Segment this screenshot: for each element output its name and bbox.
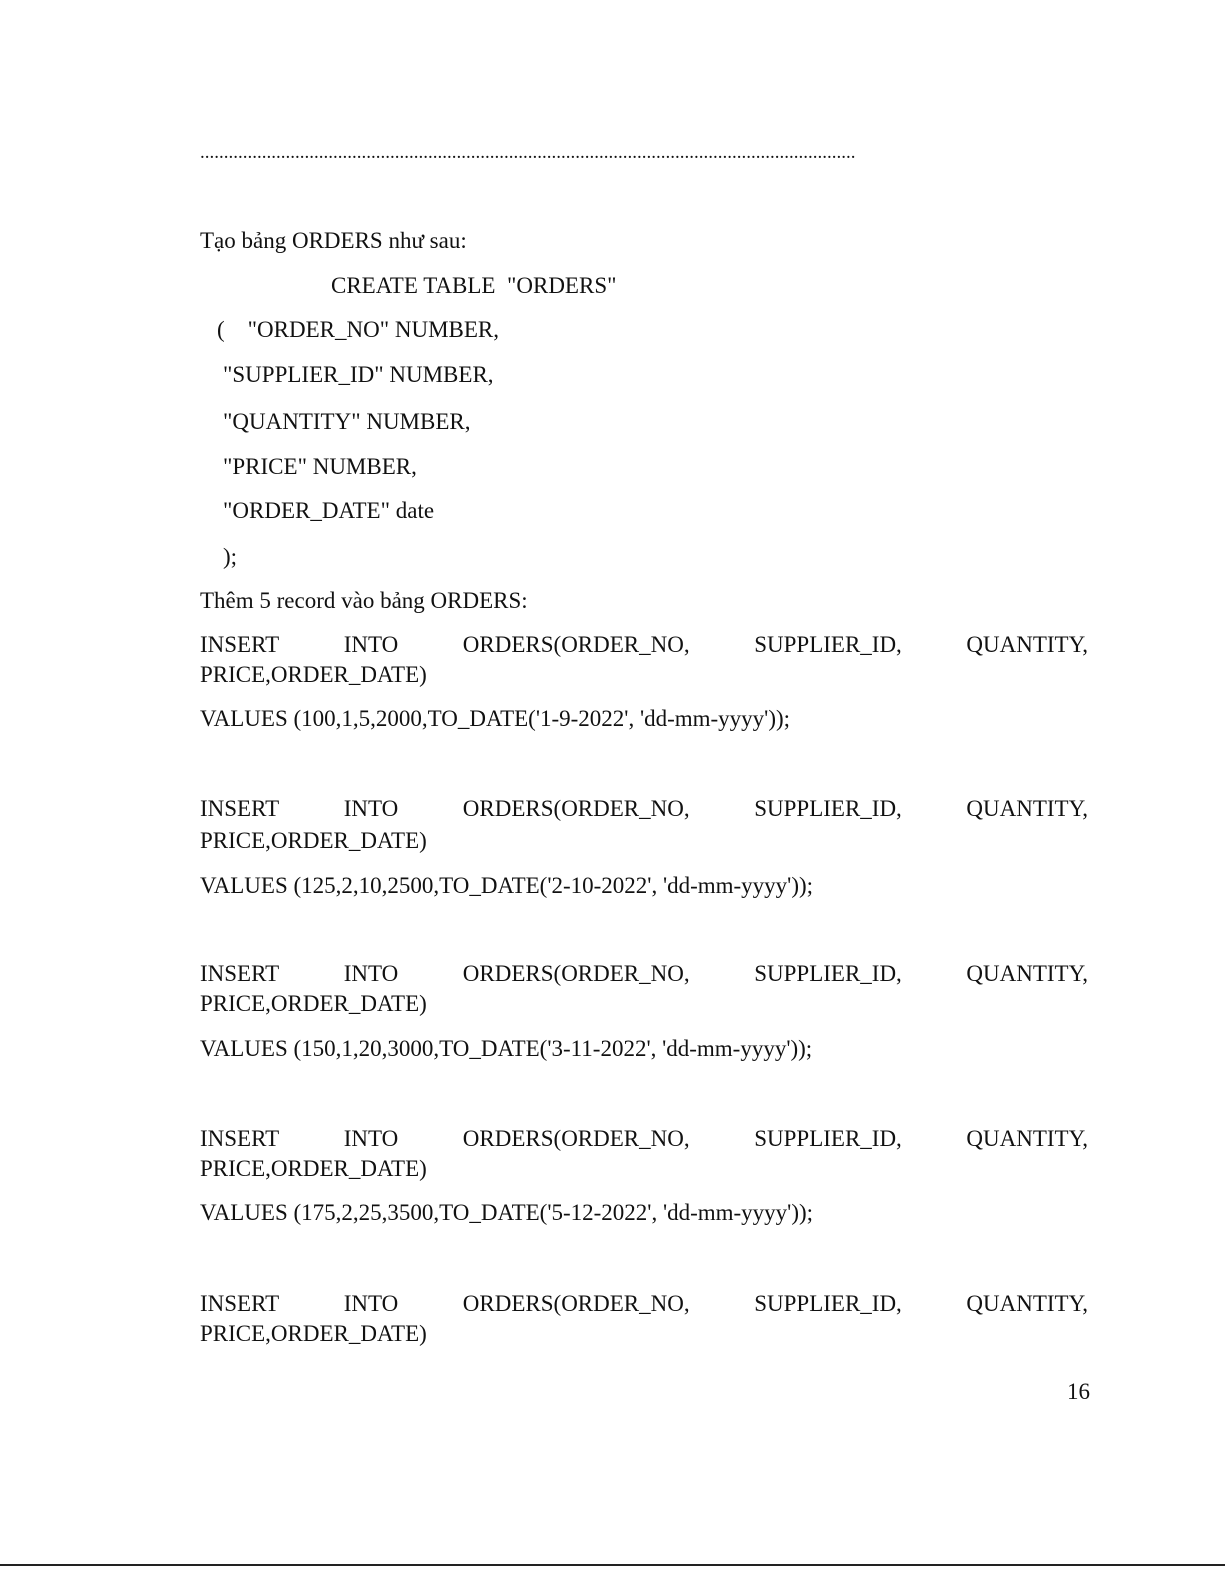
quantity-column: QUANTITY,	[966, 961, 1088, 986]
create-table-line: "QUANTITY" NUMBER,	[223, 409, 471, 434]
into-keyword: INTO	[343, 632, 399, 657]
supplier-column: SUPPLIER_ID,	[754, 1126, 902, 1151]
create-table-line: ( "ORDER_NO" NUMBER,	[217, 317, 500, 342]
values-line: VALUES (150,1,20,3000,TO_DATE('3-11-2022', 'dd-mm-yyyy'));	[200, 1036, 813, 1061]
quantity-column: QUANTITY,	[966, 1126, 1088, 1151]
insert-keyword: INSERT	[200, 1126, 280, 1151]
supplier-column: SUPPLIER_ID,	[754, 961, 902, 986]
insert-columns-line: PRICE,ORDER_DATE)	[200, 1321, 427, 1346]
create-table-line: "SUPPLIER_ID" NUMBER,	[223, 362, 494, 387]
orders-column: ORDERS(ORDER_NO,	[462, 961, 690, 986]
create-table-line: "ORDER_DATE" date	[223, 498, 435, 523]
into-keyword: INTO	[343, 1126, 399, 1151]
insert-keyword: INSERT	[200, 632, 280, 657]
create-table-line: "PRICE" NUMBER,	[223, 454, 417, 479]
create-table-header: CREATE TABLE "ORDERS"	[331, 273, 617, 298]
insert-statement-line	[200, 1124, 1088, 1154]
values-line: VALUES (125,2,10,2500,TO_DATE('2-10-2022', 'dd-mm-yyyy'));	[200, 873, 814, 898]
supplier-column: SUPPLIER_ID,	[754, 796, 902, 821]
into-keyword: INTO	[343, 1291, 399, 1316]
quantity-column: QUANTITY,	[966, 1291, 1088, 1316]
insert-keyword: INSERT	[200, 796, 280, 821]
values-line: VALUES (175,2,25,3500,TO_DATE('5-12-2022', 'dd-mm-yyyy'));	[200, 1200, 814, 1225]
insert-columns-line: PRICE,ORDER_DATE)	[200, 1156, 427, 1181]
quantity-column: QUANTITY,	[966, 632, 1088, 657]
supplier-column: SUPPLIER_ID,	[754, 1291, 902, 1316]
orders-column: ORDERS(ORDER_NO,	[462, 1126, 690, 1151]
insert-columns-line: PRICE,ORDER_DATE)	[200, 662, 427, 687]
insert-statement-line	[200, 630, 1088, 660]
insert-columns-line: PRICE,ORDER_DATE)	[200, 828, 427, 853]
orders-column: ORDERS(ORDER_NO,	[462, 632, 690, 657]
intro-insert-text: Thêm 5 record vào bảng ORDERS:	[200, 588, 528, 613]
insert-columns-line: PRICE,ORDER_DATE)	[200, 991, 427, 1016]
page-bottom-divider	[0, 1564, 1225, 1566]
into-keyword: INTO	[343, 961, 399, 986]
insert-statement-line	[200, 794, 1088, 824]
insert-keyword: INSERT	[200, 961, 280, 986]
values-line: VALUES (100,1,5,2000,TO_DATE('1-9-2022', 'dd-mm-yyyy'));	[200, 706, 791, 731]
insert-keyword: INSERT	[200, 1291, 280, 1316]
dotted-separator: ..........................................................................................................................................	[200, 142, 856, 163]
create-table-line: );	[223, 544, 238, 569]
orders-column: ORDERS(ORDER_NO,	[462, 1291, 690, 1316]
page-number: 16	[1067, 1379, 1090, 1404]
intro-create-text: Tạo bảng ORDERS như sau:	[200, 228, 467, 253]
quantity-column: QUANTITY,	[966, 796, 1088, 821]
supplier-column: SUPPLIER_ID,	[754, 632, 902, 657]
insert-statement-line	[200, 959, 1088, 989]
orders-column: ORDERS(ORDER_NO,	[462, 796, 690, 821]
into-keyword: INTO	[343, 796, 399, 821]
insert-statement-line	[200, 1289, 1088, 1319]
